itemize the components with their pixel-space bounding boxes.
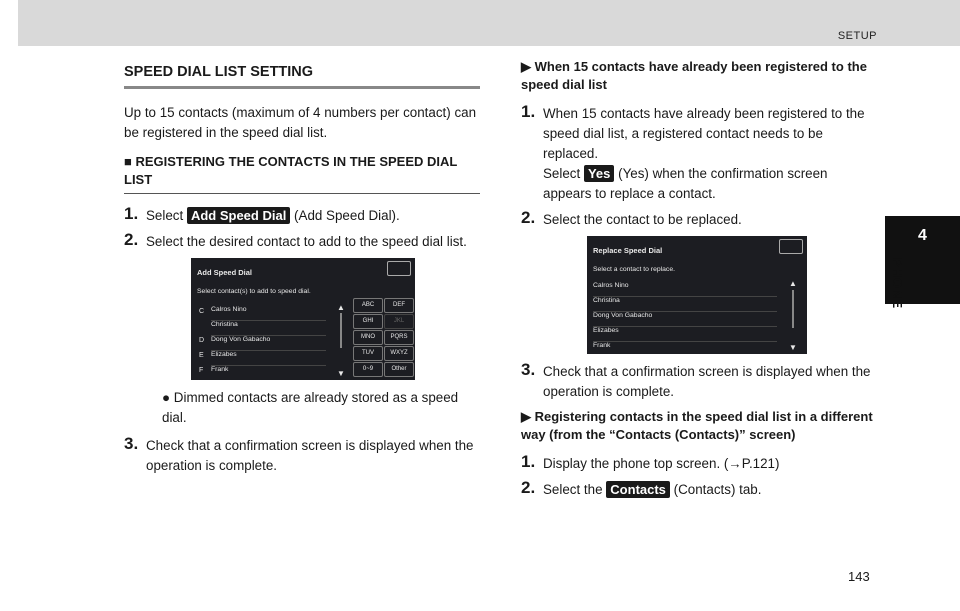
step-number: 1. (521, 102, 536, 121)
step-text: (Contacts) tab. (673, 482, 762, 497)
scroll-up-icon: ▲ (337, 303, 345, 312)
step-number: 2. (124, 230, 139, 249)
step-text: Select (543, 166, 581, 181)
header-bar (18, 0, 960, 46)
step-number: 1. (521, 452, 536, 471)
index-letter: F (199, 367, 204, 374)
intro-text: Up to 15 contacts (maximum of 4 numbers per contact) can be registered in the speed dial list. (124, 105, 477, 140)
index-letter: E (199, 352, 204, 359)
list-item: Frank (211, 366, 229, 373)
step-number: 3. (521, 360, 536, 379)
chapter-label: PHONE (890, 258, 905, 310)
scroll-up-icon: ▲ (789, 279, 797, 288)
index-letter: C (199, 308, 205, 315)
step-1 (521, 104, 877, 204)
left-column (124, 58, 480, 482)
key-pqrs: PQRS (384, 330, 414, 345)
list-item: Christina (593, 291, 777, 312)
key-tuv: TUV (353, 346, 383, 361)
list-item: Dong Von Gabacho (593, 306, 777, 327)
screen-subtitle: Select a contact to replace. (593, 266, 675, 273)
step-number: 2. (521, 478, 536, 497)
list-item: Calros Nino (593, 276, 777, 297)
screen-subtitle: Select contact(s) to add to speed dial. (197, 288, 311, 295)
list-item: Elizabes (211, 345, 326, 366)
list-item: Dong Von Gabacho (211, 330, 326, 351)
contacts-button: Contacts (606, 481, 670, 498)
list-item: Frank (593, 342, 611, 349)
index-letter: D (199, 337, 205, 344)
note-bullet: ● Dimmed contacts are already stored as a speed dial. (162, 390, 459, 425)
step-number: 2. (521, 208, 536, 227)
page-title: SPEED DIAL LIST SETTING (124, 62, 480, 89)
step-text: Check that a confirmation screen is displayed when the operation is complete. (543, 364, 871, 399)
yes-button: Yes (584, 165, 614, 182)
subheading: ▶ Registering contacts in the speed dial list in a different way (from the “Contacts (Contacts)” screen) (521, 409, 873, 442)
screen-title: Replace Speed Dial (593, 246, 663, 255)
step-text: Select the (543, 482, 603, 497)
step-text: (Yes) when the confirmation screen appears to replace a contact. (543, 166, 828, 201)
step-text: Select the desired contact to add to the speed dial list. (146, 234, 467, 249)
step-2 (521, 210, 877, 230)
step-text: (Add Speed Dial). (294, 208, 400, 223)
step-text: When 15 contacts have already been registered to the speed dial list, a registered contact needs to be replaced. (543, 106, 865, 161)
step-3 (124, 436, 480, 476)
step-text: Check that a confirmation screen is displayed when the operation is complete. (146, 438, 474, 473)
key-abc: ABC (353, 298, 383, 313)
step-1b (521, 454, 877, 474)
scroll-down-icon: ▼ (789, 343, 797, 352)
key-ghi: GHI (353, 314, 383, 329)
step-number: 3. (124, 434, 139, 453)
step-3 (521, 362, 877, 402)
chapter-number: 4 (918, 227, 927, 244)
key-other: Other (384, 362, 414, 377)
scrollbar (340, 313, 342, 348)
step-text: Select the contact to be replaced. (543, 212, 742, 227)
step-1 (124, 206, 480, 226)
subheading: ▶ When 15 contacts have already been registered to the speed dial list (521, 59, 867, 92)
step-text: Display the phone top screen. (→P.121) (543, 456, 780, 471)
back-icon (779, 239, 803, 254)
add-speed-dial-screen (191, 258, 415, 380)
right-column (521, 58, 877, 506)
key-wxyz: WXYZ (384, 346, 414, 361)
replace-speed-dial-screen (587, 236, 807, 354)
key-mno: MNO (353, 330, 383, 345)
back-icon (387, 261, 411, 276)
section-label: SETUP (837, 30, 877, 42)
screen-title: Add Speed Dial (197, 268, 253, 277)
step-2 (124, 232, 480, 252)
list-item: Calros Nino (211, 300, 326, 321)
list-item: Elizabes (593, 321, 777, 342)
scroll-down-icon: ▼ (337, 369, 345, 378)
page-number: 143 (848, 569, 870, 584)
step-text: Select (146, 208, 184, 223)
key-jkl: JKL (384, 314, 414, 329)
key-def: DEF (384, 298, 414, 313)
scrollbar (792, 290, 794, 328)
key-0-9: 0~9 (353, 362, 383, 377)
subheading: ■ REGISTERING THE CONTACTS IN THE SPEED DIAL LIST (124, 153, 480, 194)
add-speed-dial-button: Add Speed Dial (187, 207, 290, 224)
step-2b (521, 480, 877, 500)
list-item: Christina (211, 315, 326, 336)
step-number: 1. (124, 204, 139, 223)
